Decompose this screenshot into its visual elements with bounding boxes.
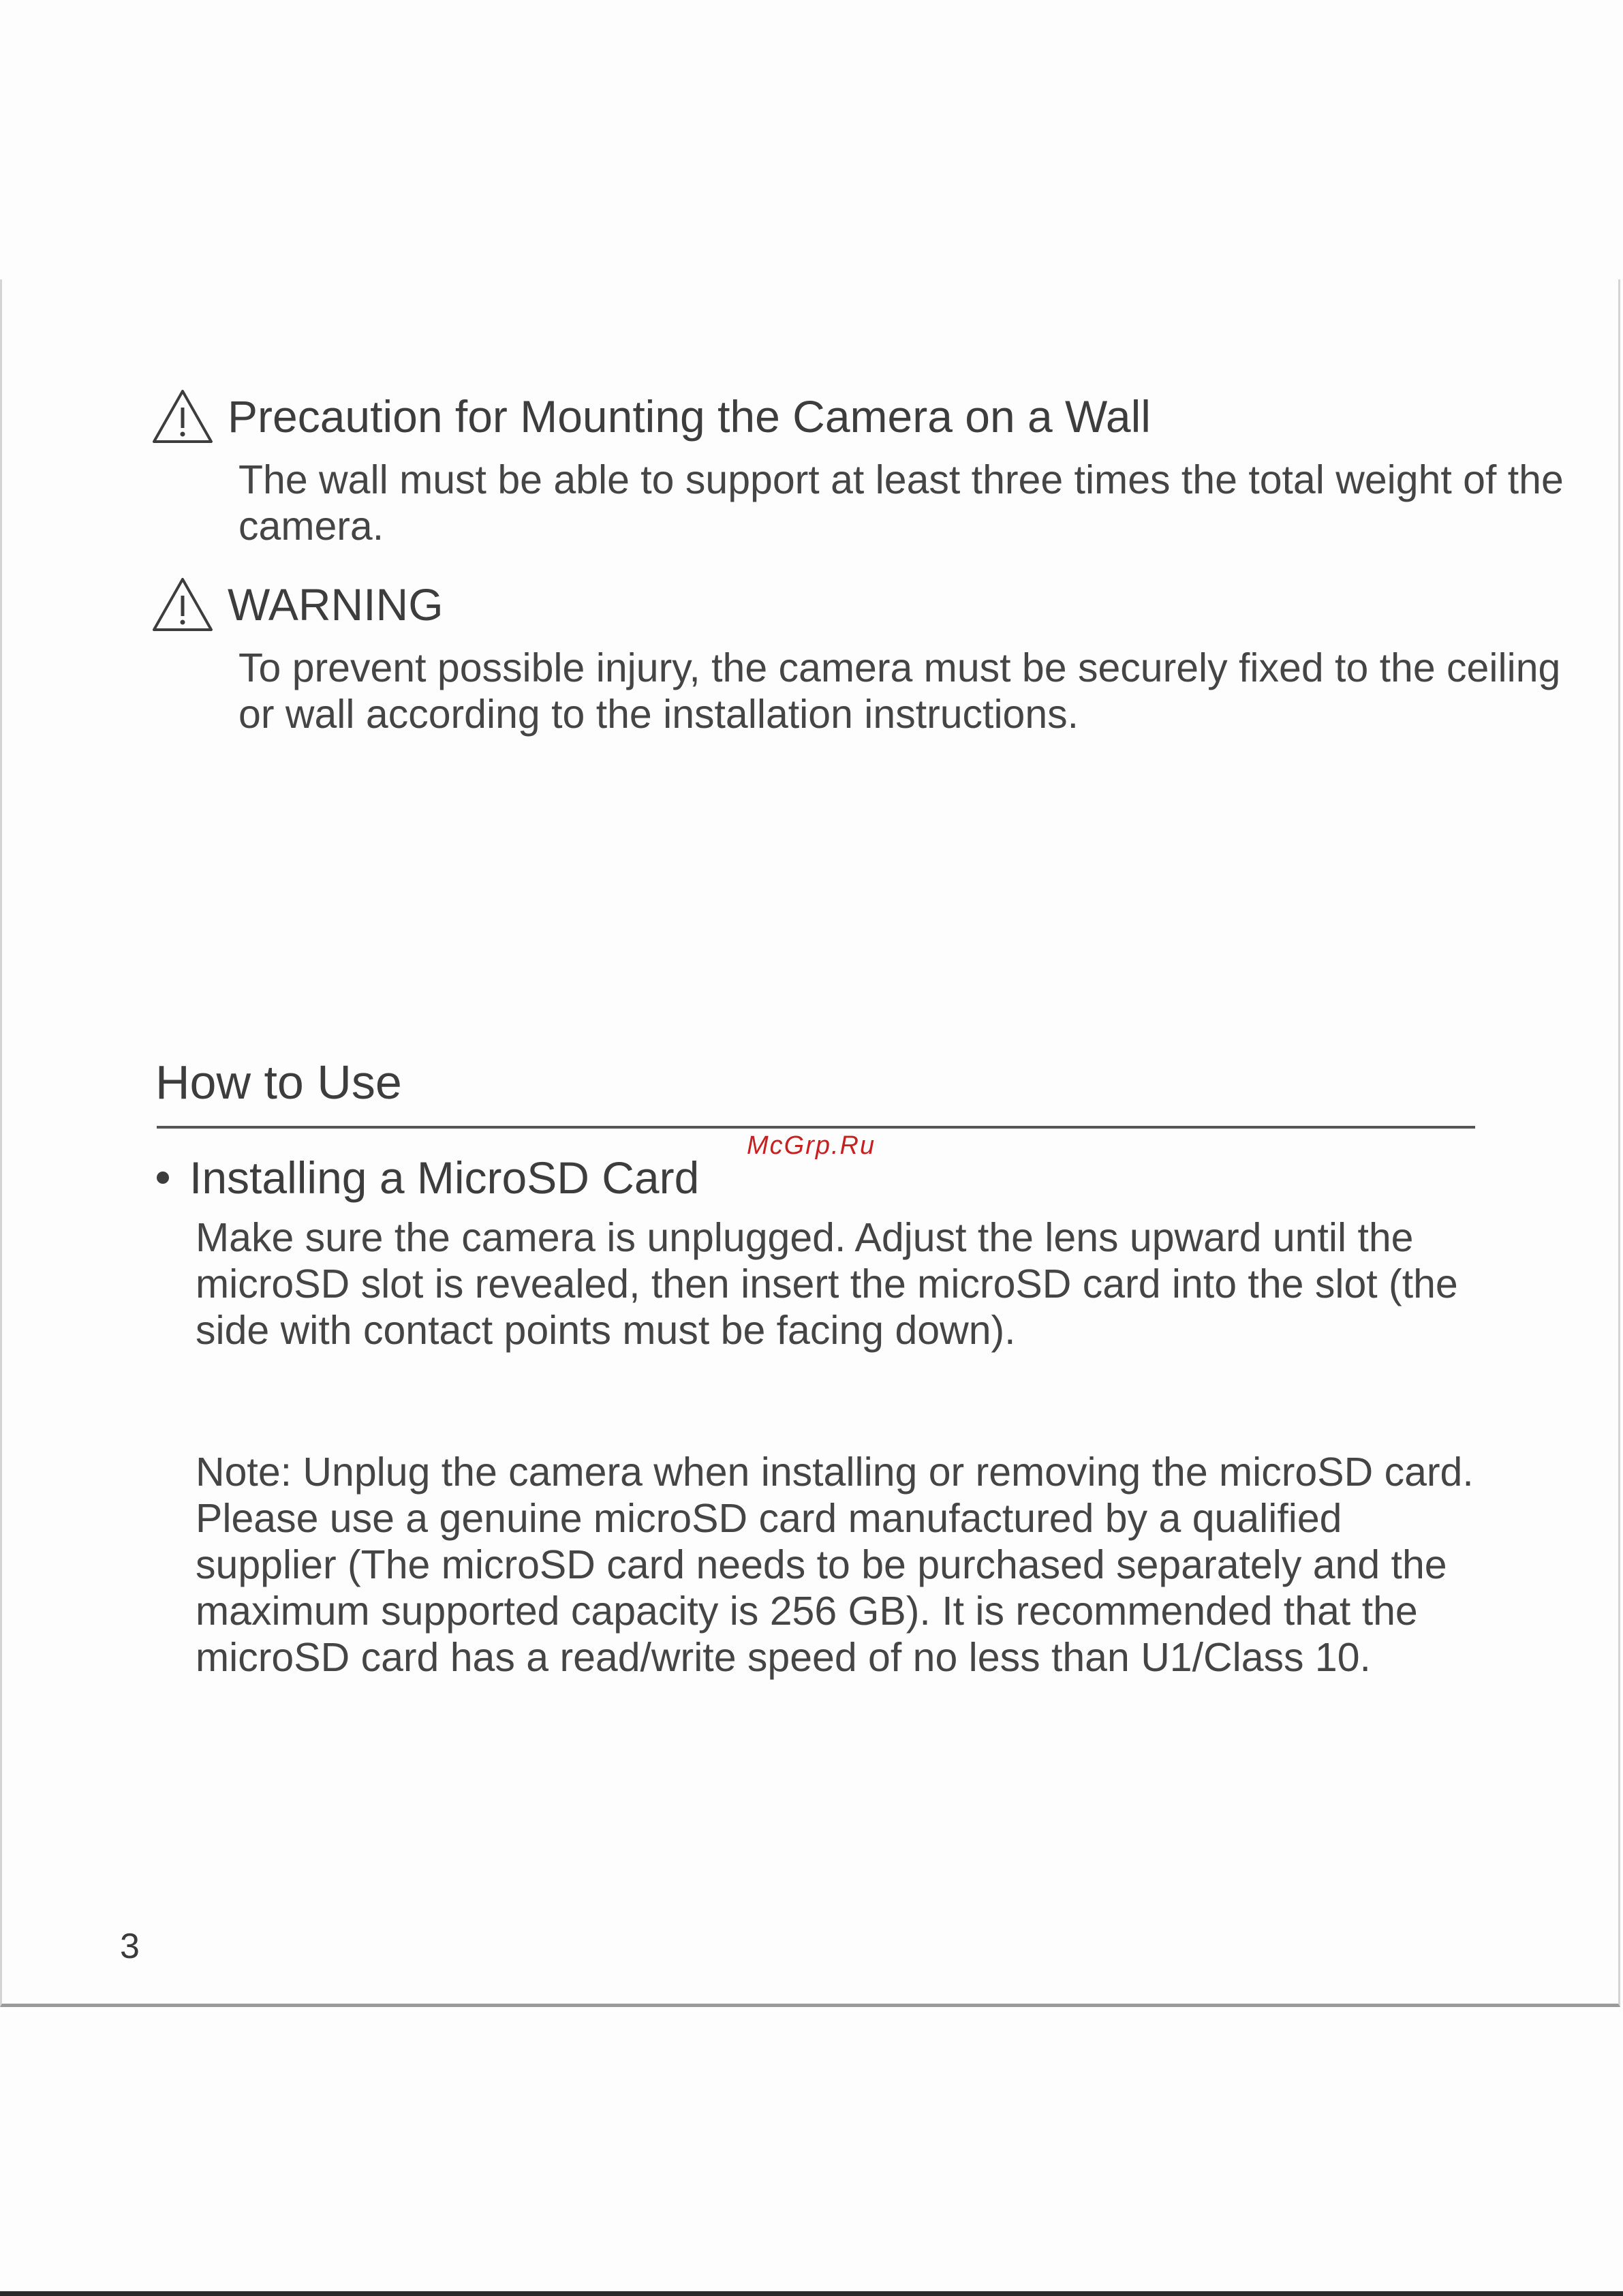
microsd-title: Installing a MicroSD Card xyxy=(189,1152,700,1203)
page-bottom-edge xyxy=(0,2291,1623,2296)
precaution-title: Precaution for Mounting the Camera on a Wall xyxy=(228,391,1151,442)
warning-title: WARNING xyxy=(228,579,444,630)
section-divider xyxy=(157,1126,1475,1129)
warning-body: To prevent possible injury, the camera must be securely fixed to the ceiling or wall according to the installation instructions. xyxy=(238,645,1561,737)
microsd-note: Note: Unplug the camera when installing or removing the microSD card. Please use a genuine microSD card manufactured by a qualified supplier (The microSD card needs to be purchased separately and the maximum supported capacity is 256 GB). It is recommended that the microSD card has a read/write speed of no less than U1/Class 10. xyxy=(196,1450,1474,1680)
section-title: How to Use xyxy=(155,1056,402,1109)
warning-triangle-icon xyxy=(151,388,214,444)
precaution-header xyxy=(151,388,1574,444)
warning-block xyxy=(151,577,1574,737)
microsd-instructions: Make sure the camera is unplugged. Adjust the lens upward until the microSD slot is revealed, then insert the microSD card into the slot (the side with contact points must be facing down). xyxy=(196,1215,1458,1353)
warning-header xyxy=(151,577,1574,632)
page-number: 3 xyxy=(120,1927,140,1966)
bullet-dot xyxy=(157,1172,169,1184)
microsd-bullet xyxy=(157,1152,699,1204)
precaution-block xyxy=(151,388,1574,549)
precaution-body: The wall must be able to support at least three times the total weight of the camera. xyxy=(238,457,1564,549)
microsd-header xyxy=(157,1152,699,1204)
watermark-link[interactable]: McGrp.Ru xyxy=(747,1131,876,1160)
warning-triangle-icon xyxy=(151,577,214,632)
